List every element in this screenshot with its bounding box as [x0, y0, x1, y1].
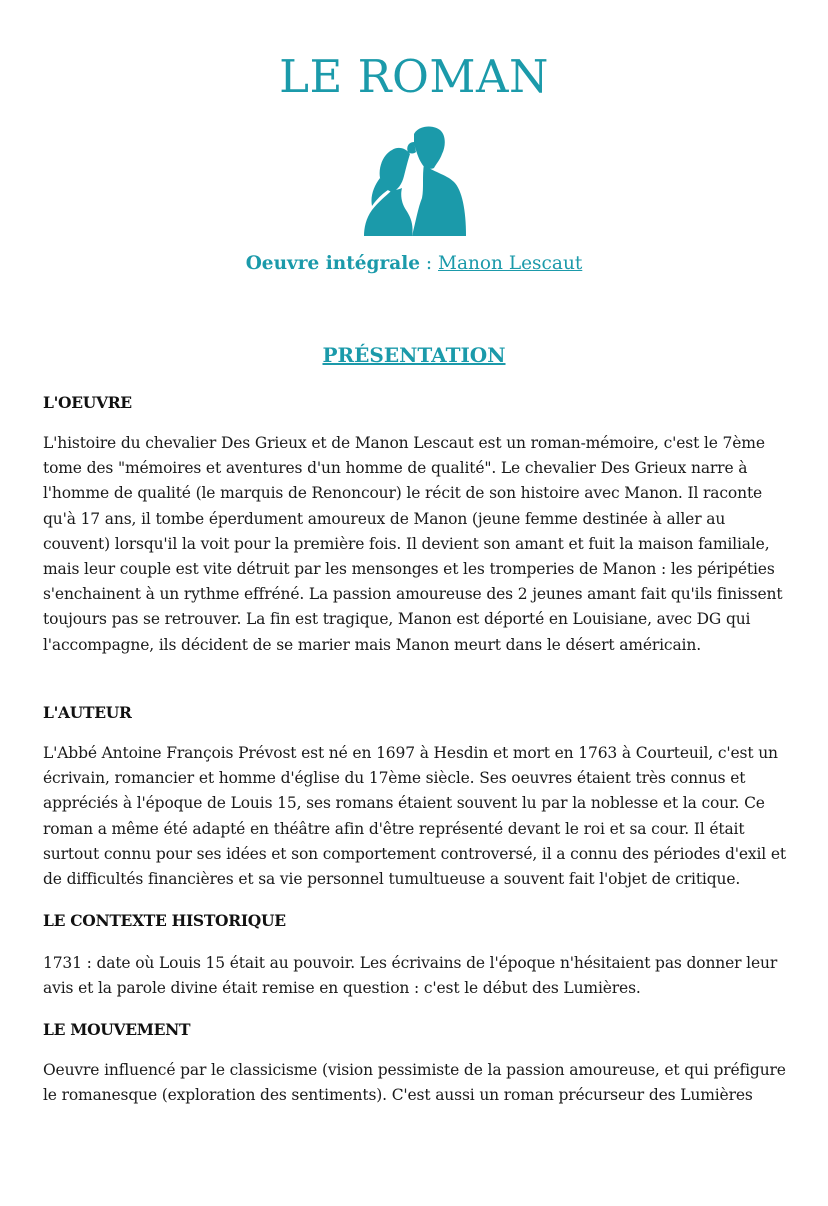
- heading-contexte-historique: LE CONTEXTE HISTORIQUE: [43, 911, 286, 930]
- heading-auteur: L'AUTEUR: [43, 703, 132, 722]
- oeuvre-integrale-line: [0, 253, 828, 274]
- couple-silhouette-icon: [362, 124, 468, 236]
- page-title: LE ROMAN: [279, 50, 549, 103]
- paragraph-auteur: L'Abbé Antoine François Prévost est né en 1697 à Hesdin et mort en 1763 à Courteuil, c'est un écrivain, romancier et homme d'église du 17ème siècle. Ses oeuvres étaient très connus et appréciés à l'époque de Louis 15, ses romans étaient souvent lu par la noblesse et la cour. Ce roman a même été adapté en théâtre afin d'être représenté devant le roi et sa cour. Il était surtout connu pour ses idées et son comportement controversé, il a connu des périodes d'exil et de difficultés financières et sa vie personnel tumultueuse a souvent fait l'objet de critique.: [43, 744, 786, 889]
- paragraph-oeuvre: L'histoire du chevalier Des Grieux et de Manon Lescaut est un roman-mémoire, c'est le 7ème tome des "mémoires et aventures d'un homme de qualité". Le chevalier Des Grieux narre à l'homme de qualité (le marquis de Renoncour) le récit de son histoire avec Manon. Il raconte qu'à 17 ans, il tombe éperdument amoureux de Manon (jeune femme destinée à aller au couvent) lorsqu'il la voit pour la première fois. Il devient son amant et fuit la maison familiale, mais leur couple est vite détruit par les mensonges et les tromperies de Manon : les péripéties s'enchainent à un rythme effréné. La passion amoureuse des 2 jeunes amant fait qu'ils finissent toujours pas se retrouver. La fin est tragique, Manon est déporté en Louisiane, avec DG qui l'accompagne, ils décident de se marier mais Manon meurt dans le désert américain.: [43, 434, 783, 654]
- heading-oeuvre: L'OEUVRE: [43, 393, 132, 412]
- presentation-title: PRÉSENTATION: [322, 343, 506, 367]
- manon-lescaut-link[interactable]: Manon Lescaut: [438, 253, 583, 274]
- oeuvre-separator: :: [420, 253, 438, 274]
- heading-mouvement: LE MOUVEMENT: [43, 1020, 191, 1039]
- oeuvre-label: Oeuvre intégrale: [245, 253, 420, 274]
- paragraph-contexte-historique: 1731 : date où Louis 15 était au pouvoir. Les écrivains de l'époque n'hésitaient pas donner leur avis et la parole divine était remise en question : c'est le début des Lumières.: [43, 954, 778, 998]
- paragraph-mouvement: Oeuvre influencé par le classicisme (vision pessimiste de la passion amoureuse, et qui préfigure le romanesque (exploration des sentiments). C'est aussi un roman précurseur des Lumières: [43, 1061, 786, 1105]
